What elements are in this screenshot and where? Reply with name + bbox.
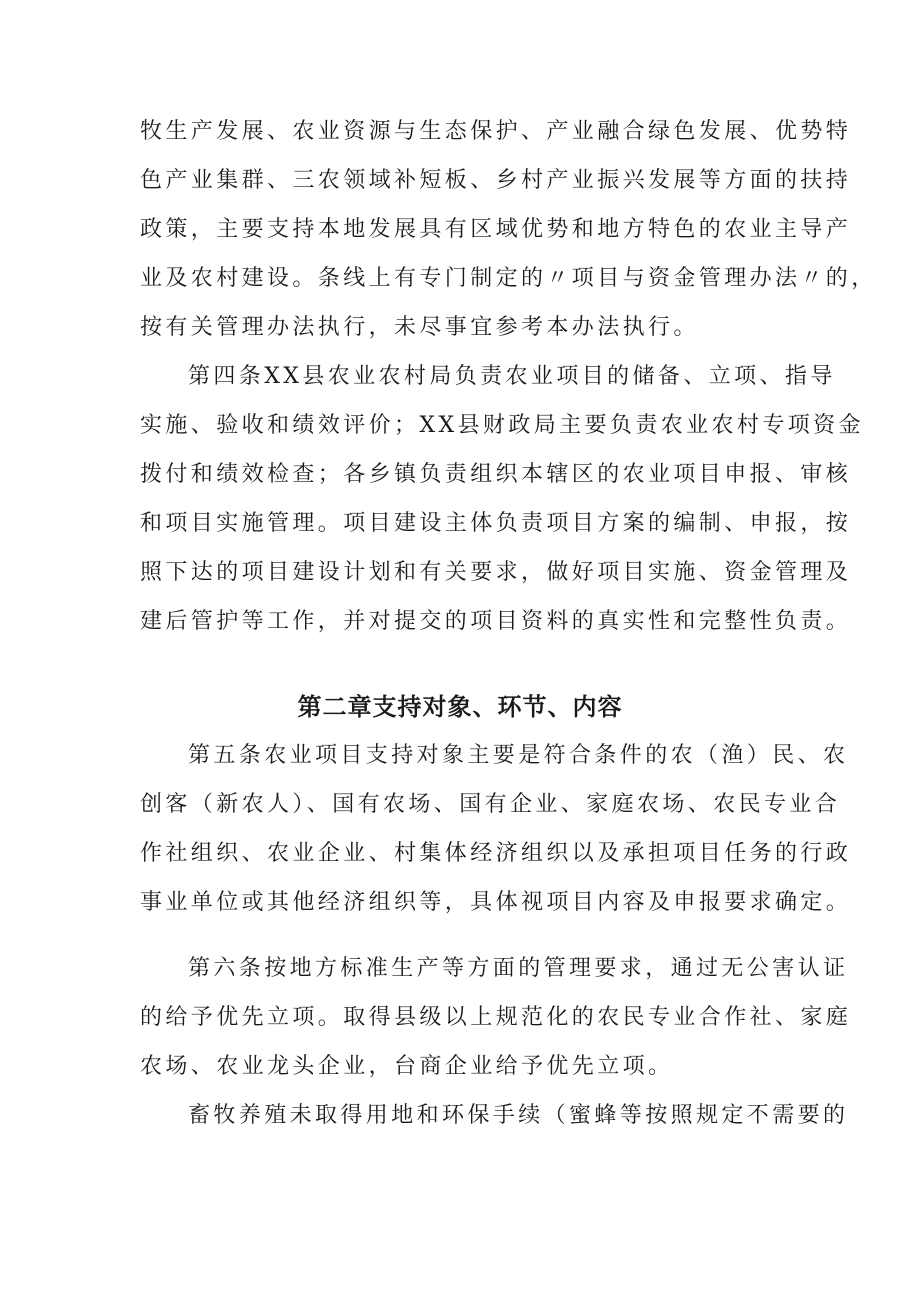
article-6-line: 第六条按地方标准生产等方面的管理要求，通过无公害认证 xyxy=(188,956,849,981)
article-5-line: 作社组织、农业企业、村集体经济组织以及承担项目任务的行政 xyxy=(140,841,852,866)
paragraph-line: 畜牧养殖未取得用地和环保手续（蜜蜂等按照规定不需要的 xyxy=(188,1103,849,1128)
chapter-title: 第二章支持对象、环节、内容 xyxy=(297,693,623,721)
article-5-line: 创客（新农人）、国有农场、国有企业、家庭农场、农民专业合 xyxy=(140,792,841,817)
article-4-line: 建后管护等工作，并对提交的项目资料的真实性和完整性负责。 xyxy=(140,609,852,634)
paragraph-line: 政策，主要支持本地发展具有区域优势和地方特色的农业主导产 xyxy=(140,217,852,242)
article-5-line: 第五条农业项目支持对象主要是符合条件的农（渔）民、农 xyxy=(188,743,849,768)
paragraph-line: 按有关管理办法执行，未尽事宜参考本办法执行。 xyxy=(140,315,699,340)
article-4-line: 照下达的项目建设计划和有关要求，做好项目实施、资金管理及 xyxy=(140,560,852,585)
paragraph-line: 牧生产发展、农业资源与生态保护、产业融合绿色发展、优势特 xyxy=(140,119,852,144)
article-4-line: 实施、验收和绩效评价；XX县财政局主要负责农业农村专项资金 xyxy=(140,413,864,438)
article-6-line: 农场、农业龙头企业，台商企业给予优先立项。 xyxy=(140,1054,674,1079)
article-6-line: 的给予优先立项。取得县级以上规范化的农民专业合作社、家庭 xyxy=(140,1005,852,1030)
article-5-line: 事业单位或其他经济组织等，具体视项目内容及申报要求确定。 xyxy=(140,890,852,915)
article-4-line: 第四条XX县农业农村局负责农业项目的储备、立项、指导 xyxy=(188,364,836,389)
paragraph-line: 业及农村建设。条线上有专门制定的〃项目与资金管理办法〃的， xyxy=(140,266,877,291)
paragraph-line: 色产业集群、三农领域补短板、乡村产业振兴发展等方面的扶持 xyxy=(140,168,852,193)
article-4-line: 拨付和绩效检查；各乡镇负责组织本辖区的农业项目申报、审核 xyxy=(140,462,852,487)
article-4-line: 和项目实施管理。项目建设主体负责项目方案的编制、申报，按 xyxy=(140,511,852,536)
